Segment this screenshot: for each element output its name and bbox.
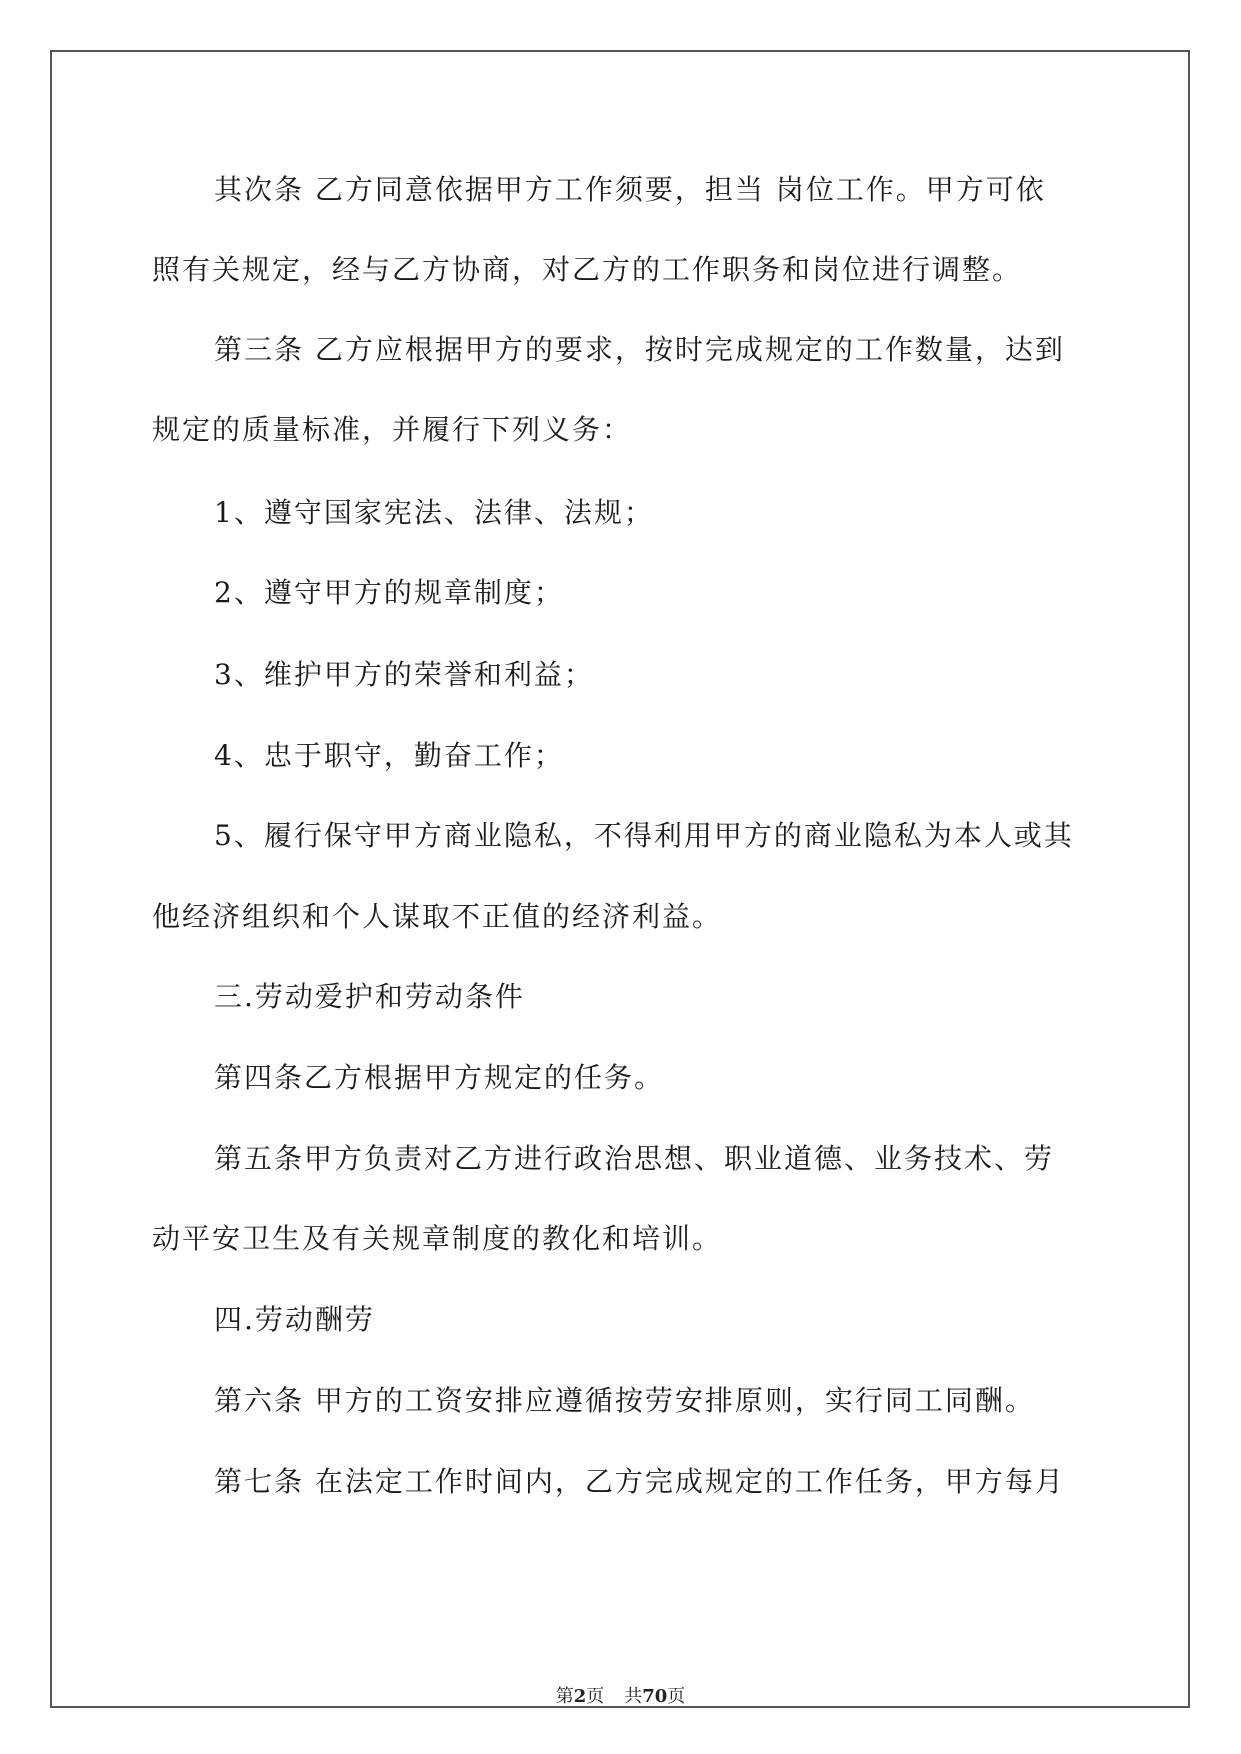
page-suffix: 页: [586, 1686, 605, 1707]
page-frame: [50, 50, 1190, 1708]
paragraph-line: 第四条乙方根据甲方规定的任务。: [214, 1061, 665, 1094]
page-prefix: 第: [555, 1686, 574, 1707]
paragraph-line: 动平安卫生及有关规章制度的教化和培训。: [152, 1222, 723, 1255]
total-pages: 70: [642, 1686, 668, 1707]
paragraph-line: 其次条 乙方同意依据甲方工作须要，担当 岗位工作。甲方可依: [214, 173, 1046, 206]
list-item: 5、履行保守甲方商业隐私，不得利用甲方的商业隐私为本人或其: [214, 819, 1074, 852]
paragraph-line: 第五条甲方负责对乙方进行政治思想、职业道德、业务技术、劳: [214, 1142, 1055, 1175]
paragraph-line: 他经济组织和个人谋取不正值的经济利益。: [152, 900, 723, 933]
total-suffix: 页: [667, 1686, 686, 1707]
list-item: 4、忠于职守，勤奋工作；: [214, 739, 564, 772]
list-item: 3、维护甲方的荣誉和利益；: [214, 658, 594, 691]
total-prefix: 共: [624, 1686, 643, 1707]
section-heading: 三.劳动爱护和劳动条件: [214, 980, 525, 1013]
page-footer: [0, 1685, 1241, 1709]
list-item: 2、遵守甲方的规章制度；: [214, 576, 564, 609]
paragraph-line: 第七条 在法定工作时间内，乙方完成规定的工作任务，甲方每月: [214, 1465, 1065, 1498]
paragraph-line: 第六条 甲方的工资安排应遵循按劳安排原则，实行同工同酬。: [214, 1384, 1035, 1417]
paragraph-line: 第三条 乙方应根据甲方的要求，按时完成规定的工作数量，达到: [214, 333, 1065, 366]
section-heading: 四.劳动酬劳: [214, 1303, 375, 1336]
paragraph-line: 照有关规定，经与乙方协商，对乙方的工作职务和岗位进行调整。: [152, 253, 1023, 286]
list-item: 1、遵守国家宪法、法律、法规；: [214, 496, 654, 529]
page-number: 2: [573, 1686, 587, 1707]
paragraph-line: 规定的质量标准，并履行下列义务：: [152, 413, 633, 446]
